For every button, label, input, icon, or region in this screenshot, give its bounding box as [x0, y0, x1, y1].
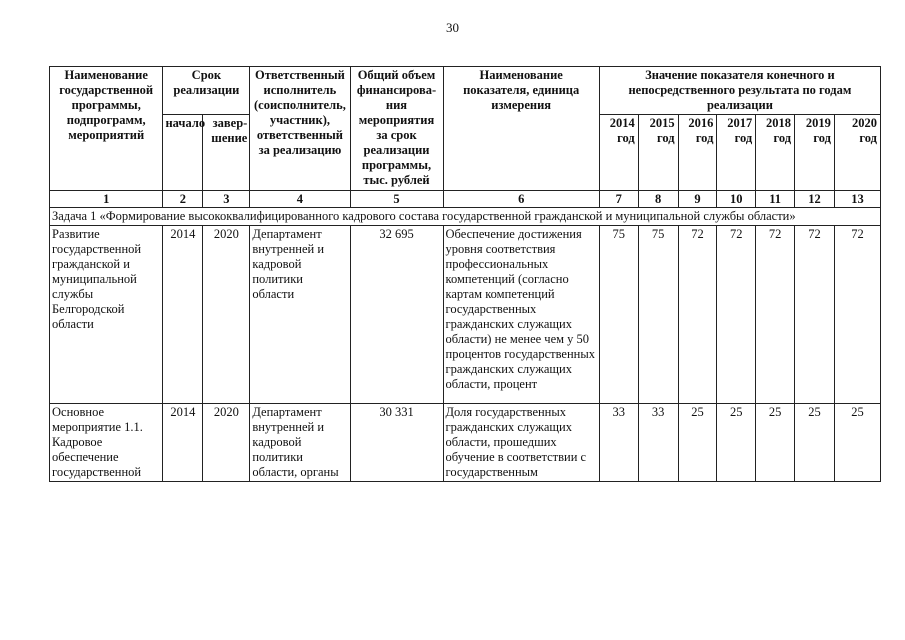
row-start: 2014 — [163, 404, 203, 482]
row-funding: 30 331 — [350, 404, 443, 482]
header-indicator: Наименование показателя, единица измерения — [443, 67, 599, 191]
row-value-2015: 33 — [638, 404, 678, 482]
row-value-2017: 72 — [717, 226, 756, 404]
row-funding: 32 695 — [350, 226, 443, 404]
row-value-2016: 25 — [678, 404, 717, 482]
header-year-2020: 2020 год — [834, 115, 880, 191]
page-number: 30 — [446, 20, 459, 35]
column-number: 3 — [203, 191, 250, 208]
header-year-2017: 2017 год — [717, 115, 756, 191]
row-value-2015: 75 — [638, 226, 678, 404]
row-value-2019: 25 — [795, 404, 835, 482]
header-start: начало — [163, 115, 203, 191]
header-end: завер-шение — [203, 115, 250, 191]
header-funding: Общий объем финансирова-ния мероприятия за срок реализации программы, тыс. рублей — [350, 67, 443, 191]
row-name: Развитие государственной гражданской и муниципальной службы Белгородской области — [50, 226, 163, 404]
program-table — [49, 66, 881, 482]
column-number: 6 — [443, 191, 599, 208]
header-executor: Ответственный исполнитель (соисполнитель, участник), ответственный за реализацию — [250, 67, 350, 191]
header-program-name: Наименование государственной программы, подпрограмм, мероприятий — [50, 67, 163, 191]
header-row-1 — [50, 67, 881, 115]
row-value-2014: 75 — [599, 226, 638, 404]
column-number: 4 — [250, 191, 350, 208]
row-end: 2020 — [203, 226, 250, 404]
column-number: 13 — [834, 191, 880, 208]
row-executor: Департамент внутренней и кадровой политики области — [250, 226, 350, 404]
header-period: Срок реализации — [163, 67, 250, 115]
row-value-2016: 72 — [678, 226, 717, 404]
row-value-2019: 72 — [795, 226, 835, 404]
column-number: 8 — [638, 191, 678, 208]
header-year-2015: 2015 год — [638, 115, 678, 191]
column-number: 12 — [795, 191, 835, 208]
column-number: 11 — [756, 191, 795, 208]
row-value-2017: 25 — [717, 404, 756, 482]
header-year-2014: 2014 год — [599, 115, 638, 191]
row-executor: Департамент внутренней и кадровой политики области, органы — [250, 404, 350, 482]
column-number: 1 — [50, 191, 163, 208]
row-value-2020: 25 — [834, 404, 880, 482]
row-value-2014: 33 — [599, 404, 638, 482]
task-title: Задача 1 «Формирование высококвалифицированного кадрового состава государственной гражданской и муниципальной службы области» — [50, 208, 881, 226]
row-value-2018: 25 — [756, 404, 795, 482]
row-value-2018: 72 — [756, 226, 795, 404]
row-indicator: Доля государственных гражданских служащих области, прошедших обучение в соответствии с государственным — [443, 404, 599, 482]
row-start: 2014 — [163, 226, 203, 404]
column-number: 10 — [717, 191, 756, 208]
column-number-row — [50, 191, 881, 208]
row-name: Основное мероприятие 1.1. Кадровое обеспечение государственной — [50, 404, 163, 482]
row-indicator: Обеспечение достижения уровня соответствия профессиональных компетенций (согласно картам компетенций государственных гражданских служащих области) не менее чем у 50 процентов государственных гражданских служащих области, процент — [443, 226, 599, 404]
row-value-2020: 72 — [834, 226, 880, 404]
column-number: 9 — [678, 191, 717, 208]
row-end: 2020 — [203, 404, 250, 482]
header-year-2016: 2016 год — [678, 115, 717, 191]
header-year-2018: 2018 год — [756, 115, 795, 191]
header-year-2019: 2019 год — [795, 115, 835, 191]
column-number: 2 — [163, 191, 203, 208]
table-row — [50, 226, 881, 404]
task-row — [50, 208, 881, 226]
column-number: 5 — [350, 191, 443, 208]
header-values: Значение показателя конечного и непосредственного результата по годам реализации — [599, 67, 880, 115]
table-row — [50, 404, 881, 482]
column-number: 7 — [599, 191, 638, 208]
